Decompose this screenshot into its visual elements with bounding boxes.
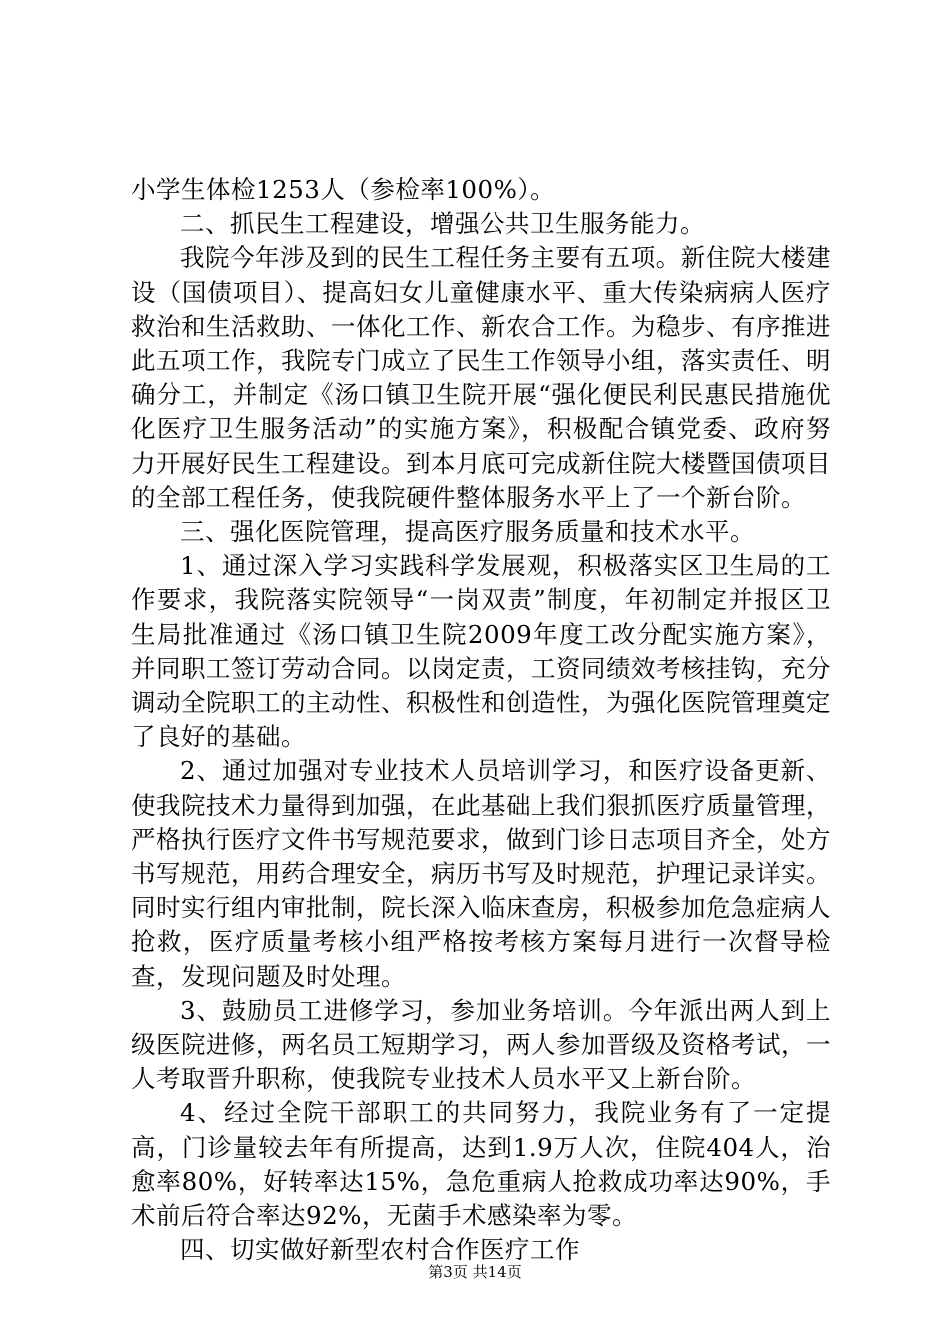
paragraph-item-1: 1、通过深入学习实践科学发展观，积极落实区卫生局的工作要求，我院落实院领导“一岗双责”制度，年初制定并报区卫生局批准通过《汤口镇卫生院2009年度工改分配实施方案》，并同职工签订劳动合同。以岗定责，工资同绩效考核挂钩，充分调动全院职工的主动性、积极性和创造性，为强化医院管理奠定了良好的基础。 — [131, 551, 831, 752]
paragraph-1: 小学生体检1253人（参检率100%）。 — [131, 175, 556, 204]
heading-section-2: 二、抓民生工程建设，增强公共卫生服务能力。 — [180, 209, 705, 239]
paragraph-livelihood-projects: 我院今年涉及到的民生工程任务主要有五项。新住院大楼建设（国债项目）、提高妇女儿童健康水平、重大传染病病人医疗救治和生活救助、一体化工作、新农合工作。为稳步、有序推进此五项工作，我院专门成立了民生工作领导小组，落实责任、明确分工，并制定《汤口镇卫生院开展“强化便民利民惠民措施优化医疗卫生服务活动”的实施方案》，积极配合镇党委、政府努力开展好民生工程建设。到本月底可完成新住院大楼暨国债项目的全部工程任务，使我院硬件整体服务水平上了一个新台阶。 — [131, 243, 831, 512]
paragraph-item-4: 4、经过全院干部职工的共同努力，我院业务有了一定提高，门诊量较去年有所提高，达到1.9万人次，住院404人，治愈率80%，好转率达15%，急危重病人抢救成功率达90%，手术前后符合率达92%，无菌手术感染率为零。 — [131, 1098, 831, 1231]
paragraph-item-2: 2、通过加强对专业技术人员培训学习，和医疗设备更新、使我院技术力量得到加强，在此基础上我们狠抓医疗质量管理，严格执行医疗文件书写规范要求，做到门诊日志项目齐全，处方书写规范，用药合理安全，病历书写及时规范，护理记录详实。同时实行组内审批制，院长深入临床查房，积极参加危急症病人抢救，医疗质量考核小组严格按考核方案每月进行一次督导检查，发现问题及时处理。 — [131, 756, 831, 991]
heading-section-3: 三、强化医院管理，提高医疗服务质量和技术水平。 — [180, 517, 755, 547]
paragraph-item-3: 3、鼓励员工进修学习，参加业务培训。今年派出两人到上级医院进修，两名员工短期学习，两人参加晋级及资格考试，一人考取晋升职称，使我院专业技术人员水平又上新台阶。 — [131, 995, 831, 1094]
page-number-footer: 第3页 共14页 — [428, 1263, 522, 1281]
heading-section-4: 四、切实做好新型农村合作医疗工作 — [180, 1235, 580, 1265]
document-body — [131, 173, 831, 1268]
